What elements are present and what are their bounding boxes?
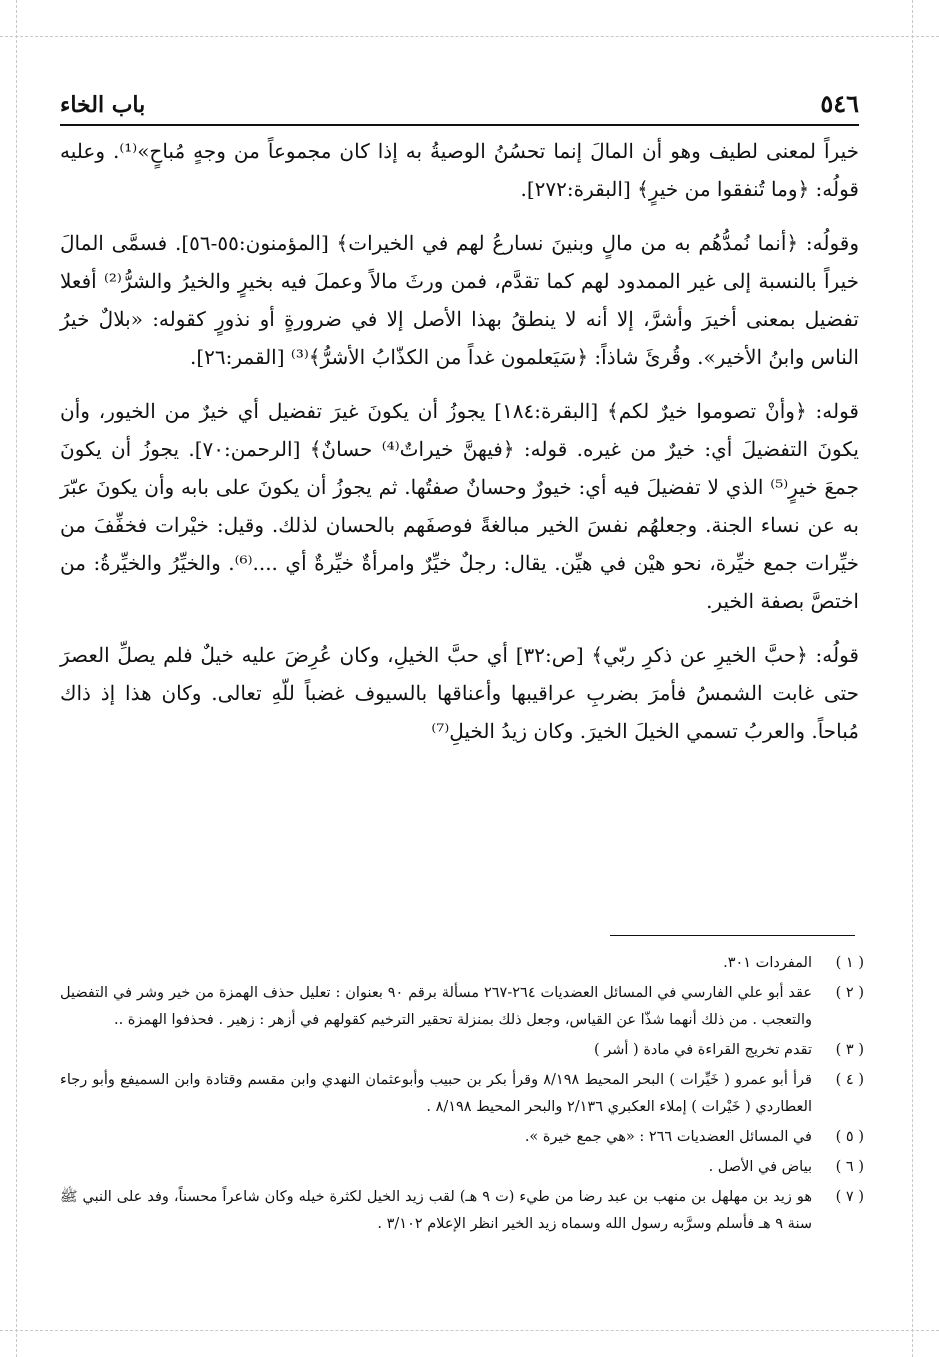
footnote-number: ( ٧ ) [835, 1189, 864, 1205]
footnote [60, 980, 864, 1034]
footnote-text: قرأ أبو عمرو ( خَيِّرات ) البحر المحيط ٨/١٩٨ وقرأ بكر بن حبيب وأبوعثمان النهدي وابن مقسم وقتادة وابن السميفع وأبو رجاء العطاردي ( خَيْرات ) إملاء العكبري ٢/١٣٦ والبحر المحيط ٨/١٩٨ . [60, 1072, 812, 1115]
paragraph: قولُه: ﴿حبَّ الخيرِ عن ذكرِ ربّي﴾ [ص:٣٢] أي حبَّ الخيلِ، وكان عُرِضَ عليه خيلٌ فلم يصلِّ العصرَ حتى غابت الشمسُ فأمرَ بضربِ عراقيبها وأعناقها بالسيوف غضباً للّهِ تعالى. وكان هذا إذ ذاك مُباحاً. والعربُ تسمي الخيلَ الخيرَ. وكان زيدُ الخيلِ⁽⁷⁾ [60, 643, 859, 743]
footnote [60, 1184, 864, 1238]
paragraph: وقولُه: ﴿أنما نُمدُّهُم به من مالٍ وبنينَ نسارعُ لهم في الخيرات﴾ [المؤمنون:٥٥-٥٦]. فسمَّى المالَ خيراً بالنسبة إلى غير الممدود لهم كما تقدَّم، فمن ورثَ مالاً وعملَ فيه بخيرٍ والخيرُ والشرُّ⁽²⁾ أفعلا تفضيل بمعنى أخيرَ وأشرَّ، إلا أنه لا ينطقُ بهذا الأصل إلا في ضرورةٍ أو نذورٍ كقوله: «بلالٌ خيرُ الناس وابنُ الأخير». وقُرئَ شاذاً: ﴿سَيَعلمون غداً من الكذّابُ الأشرُّ﴾⁽³⁾ [القمر:٢٦]. [60, 231, 860, 369]
footnote-number: ( ٣ ) [835, 1042, 864, 1058]
footnote-text: المفردات ٣٠١. [723, 955, 812, 971]
footnote [60, 950, 864, 977]
paragraph: قوله: ﴿وأنْ تصوموا خيرٌ لكم﴾ [البقرة:١٨٤] يجوزُ أن يكونَ غيرَ تفضيل أي خيرٌ من الخيور، وأن يكونَ التفضيلَ أي: خيرٌ من غيره. قوله: ﴿فيهنَّ خيراتٌ⁽⁴⁾ حسانٌ﴾ [الرحمن:٧٠]. يجوزُ أن يكونَ جمعَ خيرٍ⁽⁵⁾ الذي لا تفضيلَ فيه أي: خيورٌ وحسانٌ صفتُها. ثم يجوزُ أن يكونَ على بابه وأن يكونَ عبّرَ به عن نساء الجنة. وجعلهُم نفسَ الخير مبالغةً فوصفَهم بالحسان لذلك. وقيل: خيْرات فخفِّفَ من خيِّرات جمع خيِّرة، نحو هيْن في هيِّن. يقال: رجلٌ خيِّرٌ وامرأةٌ خيِّرةٌ أي ....⁽⁶⁾. والخيِّرُ والخيِّرةُ: من اختصَّ بصفة الخير. [60, 399, 860, 613]
footnote-divider [610, 935, 855, 936]
footnote-text: هو زيد بن مهلهل بن منهب بن عبد رضا من طيء (ت ٩ هـ) لقب زيد الخيل لكثرة خيله وكان شاعراً محسناً، وفد على النبي ﷺ سنة ٩ هـ فأسلم وسرَّبه رسول الله وسماه زيد الخير انظر الإعلام ٣/١٠٢ . [60, 1189, 812, 1232]
footnote-number: ( ٦ ) [835, 1159, 864, 1175]
footnote-number: ( ١ ) [835, 955, 864, 971]
footnote [60, 1124, 864, 1151]
footnote-text: تقدم تخريج القراءة في مادة ( أشر ) [594, 1042, 812, 1058]
footnote-number: ( ٤ ) [835, 1072, 864, 1088]
chapter-title: باب الخاء [60, 92, 146, 118]
header-divider [60, 124, 859, 126]
footnote [60, 1067, 864, 1121]
footnote-number: ( ٢ ) [835, 985, 864, 1001]
scan-guide-line [912, 0, 913, 1357]
footnote-text: في المسائل العضديات ٢٦٦ : «هي جمع خيرة ». [524, 1129, 812, 1145]
scan-guide-line [16, 0, 17, 1357]
scan-guide-line [0, 1330, 939, 1331]
footnotes [60, 950, 864, 1241]
scan-guide-line [0, 36, 939, 37]
footnote-text: عقد أبو علي الفارسي في المسائل العضديات ٢٦٤-٢٦٧ مسألة برقم ٩٠ بعنوان : تعليل حذف الهمزة من خير وشر في التفضيل والتعجب . من ذلك أنهما شذّا عن القياس، وجعل ذلك بمنزلة تحقير الترخيم كقولهم في أزهر : زهير . فحذفوا الهمزة .. [60, 985, 813, 1028]
footnote [60, 1037, 864, 1064]
main-text [60, 132, 859, 766]
page-header [60, 68, 859, 118]
footnote-text: بياض في الأصل . [708, 1159, 812, 1175]
footnote-number: ( ٥ ) [835, 1129, 864, 1145]
footnote [60, 1154, 864, 1181]
page-number: ٥٤٦ [820, 89, 859, 118]
paragraph: خيراً لمعنى لطيف وهو أن المالَ إنما تحسُنُ الوصيةُ به إذا كان مجموعاً من وجهٍ مُباحٍ»⁽¹⁾. وعليه قولُه: ﴿وما تُنفقوا من خيرٍ﴾ [البقرة:٢٧٢]. [60, 139, 859, 201]
